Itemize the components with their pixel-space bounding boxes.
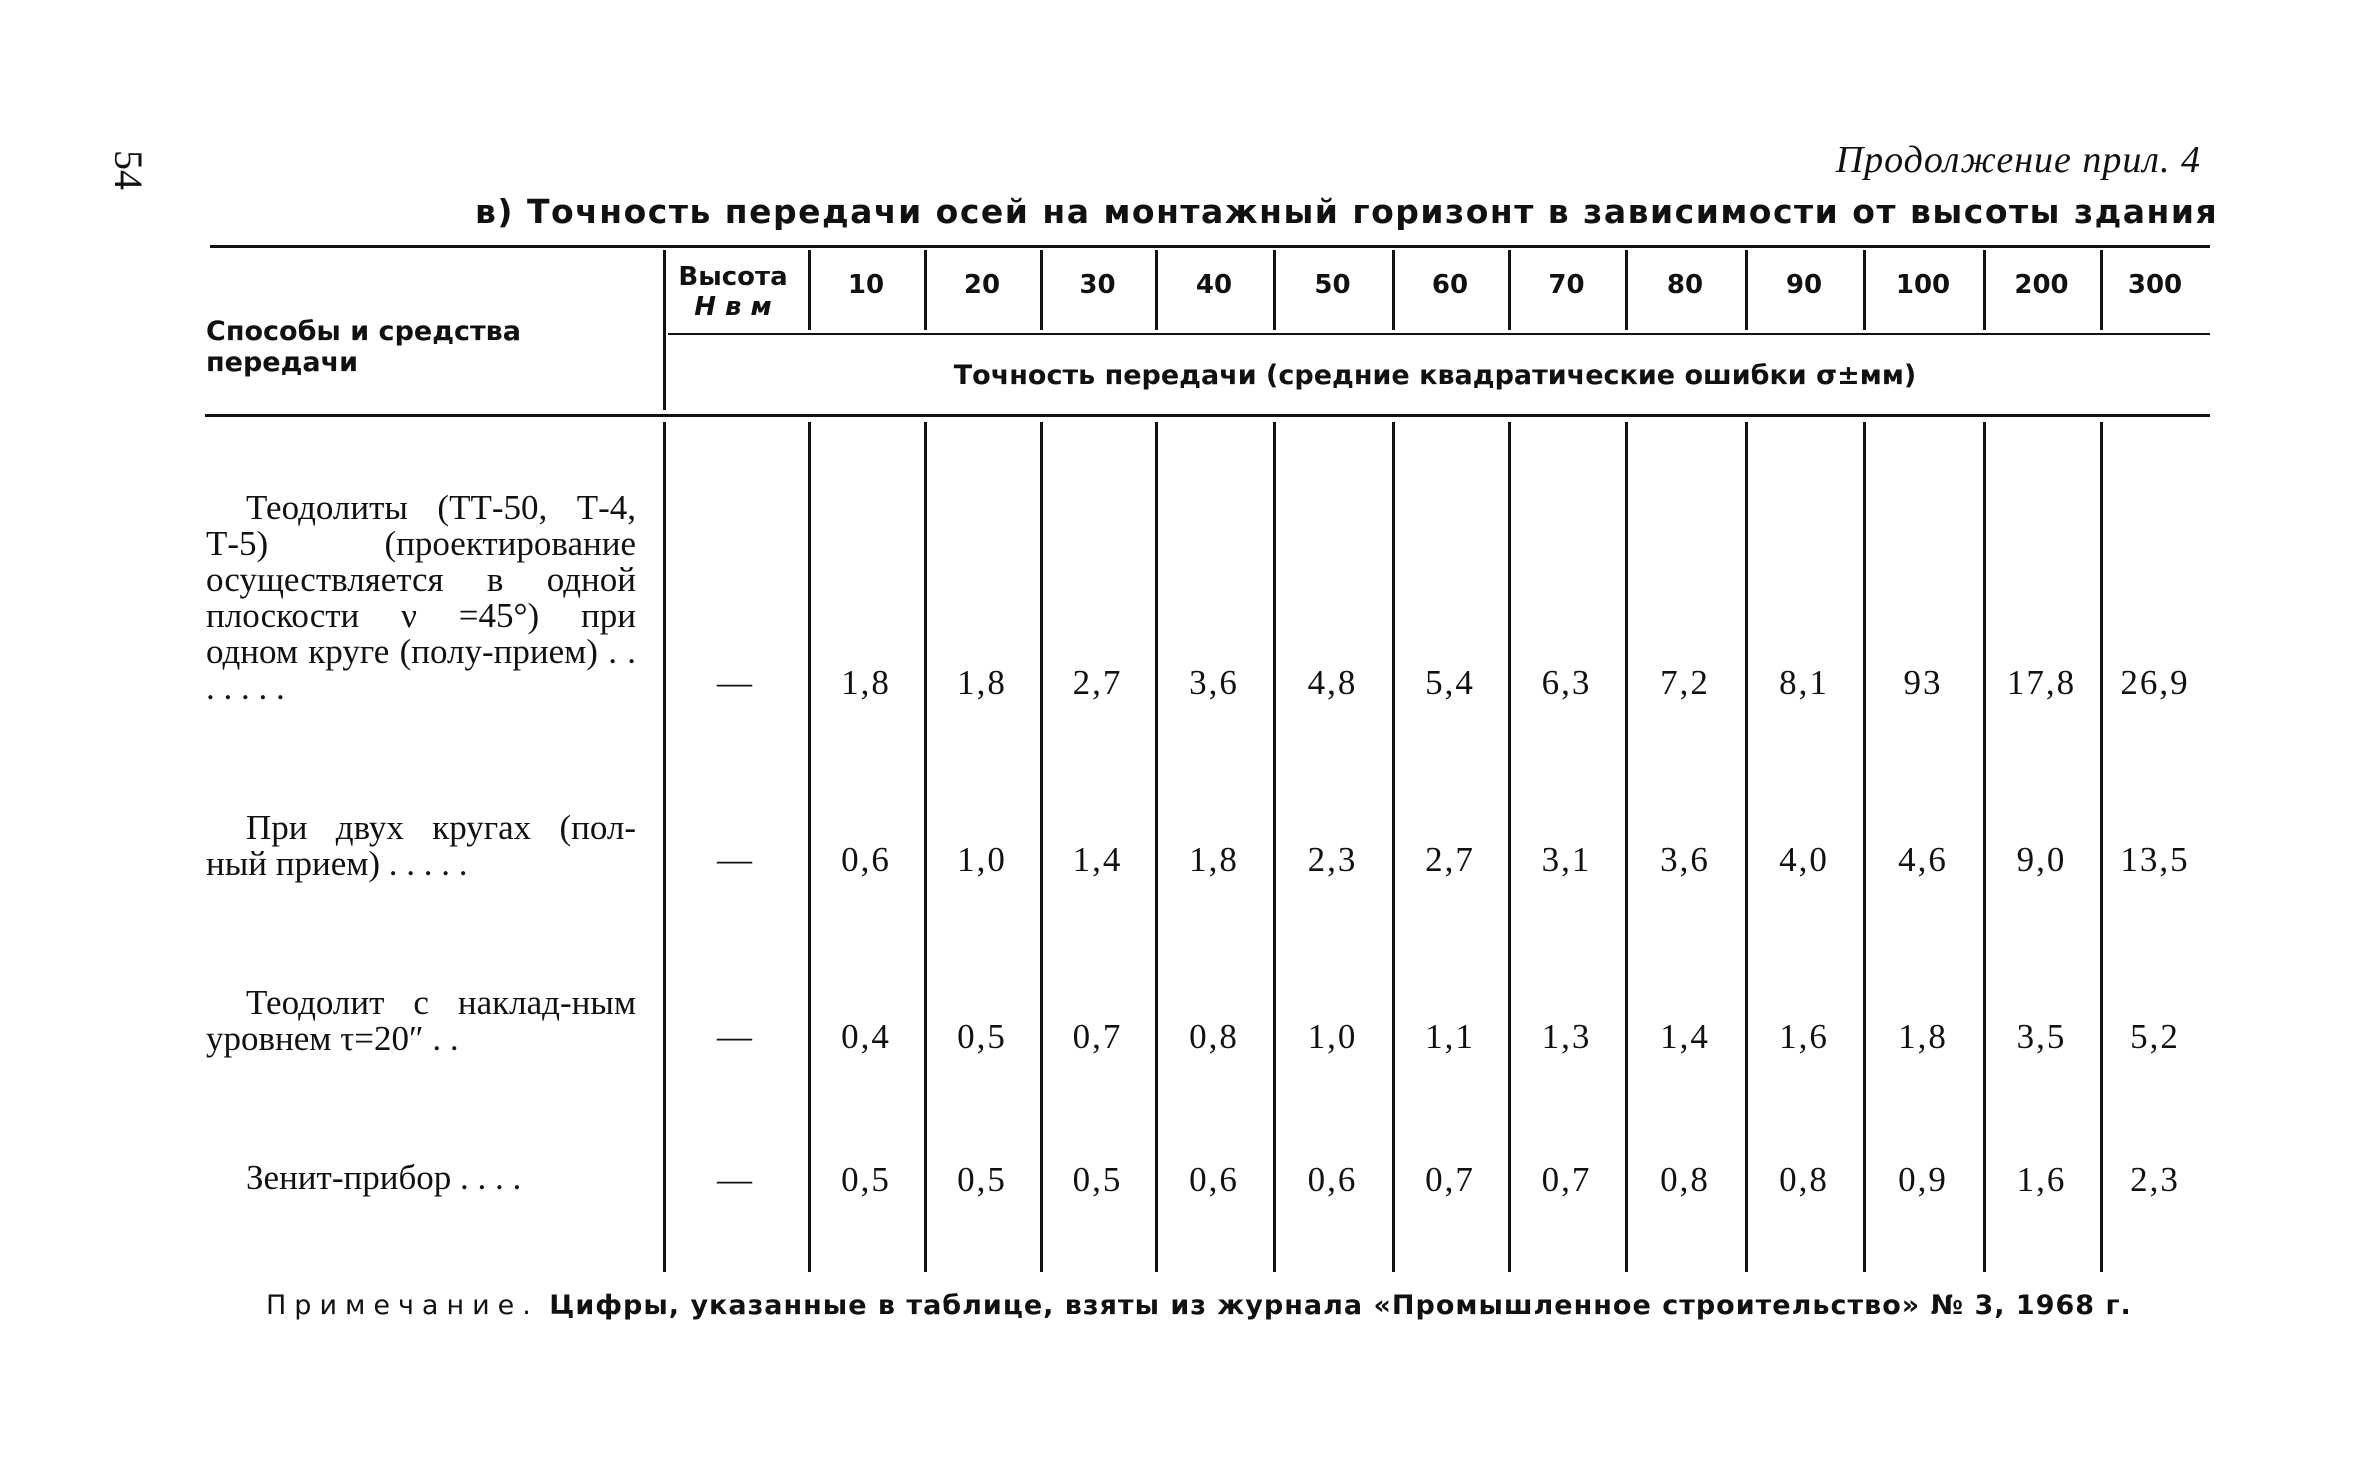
accuracy-value: 0,5 [957, 1017, 1007, 1056]
accuracy-value: 3,6 [1189, 663, 1239, 702]
accuracy-value: 1,1 [1425, 1017, 1475, 1056]
accuracy-value: 0,5 [841, 1160, 891, 1199]
accuracy-value: 1,3 [1541, 1017, 1592, 1056]
accuracy-value: 2,3 [2130, 1160, 2180, 1199]
table-note [266, 1290, 2132, 1321]
accuracy-value: 5,2 [2130, 1017, 2180, 1056]
table-caption: в) Точность передачи осей на монтажный горизонт в зависимости от высоты здания [475, 192, 2219, 231]
height-value-80: 80 [1666, 270, 1704, 300]
height-column-header [664, 262, 802, 322]
accuracy-value: 0,8 [1189, 1017, 1239, 1056]
height-label-line1: Высота [678, 262, 788, 292]
accuracy-value: 5,4 [1425, 663, 1475, 702]
accuracy-value: 0,7 [1541, 1160, 1592, 1199]
height-cell-dash: — [717, 1160, 754, 1199]
height-value-40: 40 [1195, 270, 1233, 300]
accuracy-value: 6,3 [1541, 663, 1592, 702]
height-value-70: 70 [1548, 270, 1585, 300]
method-label: Теодолит с наклад-ным уровнем τ=20″ . . [206, 983, 636, 1058]
accuracy-value: 1,8 [1898, 1017, 1948, 1056]
height-value-10: 10 [847, 270, 885, 300]
accuracy-value: 4,8 [1307, 663, 1358, 702]
accuracy-value: 1,6 [2016, 1160, 2067, 1199]
accuracy-value: 0,8 [1660, 1160, 1710, 1199]
height-value-30: 30 [1079, 270, 1116, 300]
accuracy-value: 4,6 [1898, 840, 1948, 879]
accuracy-value: 2,7 [1072, 663, 1123, 702]
accuracy-value: 4,0 [1779, 840, 1829, 879]
accuracy-value: 3,6 [1660, 840, 1710, 879]
accuracy-value: 0,9 [1898, 1160, 1948, 1199]
accuracy-value: 17,8 [2006, 663, 2077, 702]
accuracy-value: 93 [1903, 663, 1943, 702]
accuracy-value: 1,0 [1307, 1017, 1358, 1056]
height-cell-dash: — [717, 663, 754, 702]
accuracy-value: 0,5 [957, 1160, 1007, 1199]
method-label: Зенит-прибор . . . . [246, 1158, 522, 1197]
accuracy-value: 1,8 [957, 663, 1007, 702]
accuracy-value: 3,1 [1541, 840, 1592, 879]
accuracy-value: 0,7 [1072, 1017, 1123, 1056]
accuracy-value: 1,6 [1779, 1017, 1829, 1056]
accuracy-value: 1,8 [841, 663, 891, 702]
accuracy-value: 3,5 [2016, 1017, 2067, 1056]
accuracy-value: 26,9 [2120, 663, 2190, 702]
accuracy-value: 1,8 [1189, 840, 1239, 879]
height-label-line2: H в м [694, 292, 772, 322]
note-text: Цифры, указанные в таблице, взяты из журнала «Промышленное строительство» № 3, 1968 г. [549, 1290, 2132, 1321]
height-value-300: 300 [2127, 270, 2183, 300]
height-cell-dash: — [717, 840, 754, 879]
rule-header-mid [668, 333, 2210, 335]
accuracy-value: 0,7 [1425, 1160, 1475, 1199]
rule-vertical-header-0 [663, 250, 666, 410]
accuracy-subheader: Точность передачи (средние квадратические ошибки σ±мм) [953, 360, 1917, 391]
accuracy-value: 1,4 [1072, 840, 1123, 879]
height-value-90: 90 [1785, 270, 1823, 300]
accuracy-value: 1,4 [1660, 1017, 1710, 1056]
method-label: Теодолиты (ТТ-50, Т-4, Т-5) (проектирование осуществляется в одной плоскости ν =45°) при одном круге (полу-прием) . . . . . . . [206, 488, 636, 707]
note-prefix: Примечание. [266, 1290, 539, 1321]
accuracy-value: 9,0 [2016, 840, 2067, 879]
accuracy-value: 2,3 [1307, 840, 1358, 879]
height-value-100: 100 [1895, 270, 1951, 300]
accuracy-value: 8,1 [1779, 663, 1829, 702]
height-value-60: 60 [1431, 270, 1469, 300]
height-value-50: 50 [1314, 270, 1351, 300]
accuracy-value: 0,4 [841, 1017, 891, 1056]
page-number: 54 [106, 150, 151, 190]
accuracy-value: 0,8 [1779, 1160, 1829, 1199]
accuracy-value: 1,0 [957, 840, 1007, 879]
accuracy-value: 13,5 [2120, 840, 2190, 879]
accuracy-value: 7,2 [1660, 663, 1710, 702]
rule-header-bottom [205, 414, 2210, 417]
accuracy-value: 0,6 [1307, 1160, 1358, 1199]
method-label: При двух кругах (пол-ный прием) . . . . . [206, 808, 636, 883]
rule-top [210, 245, 2210, 248]
height-cell-dash: — [717, 1017, 754, 1056]
accuracy-value: 0,6 [1189, 1160, 1239, 1199]
method-column-header: Способы и средства передачи [206, 316, 521, 378]
continuation-label: Продолжение прил. 4 [1835, 139, 2201, 181]
accuracy-value: 2,7 [1425, 840, 1475, 879]
height-value-200: 200 [2014, 270, 2069, 300]
accuracy-value: 0,6 [841, 840, 891, 879]
accuracy-value: 0,5 [1072, 1160, 1123, 1199]
height-value-20: 20 [963, 270, 1001, 300]
